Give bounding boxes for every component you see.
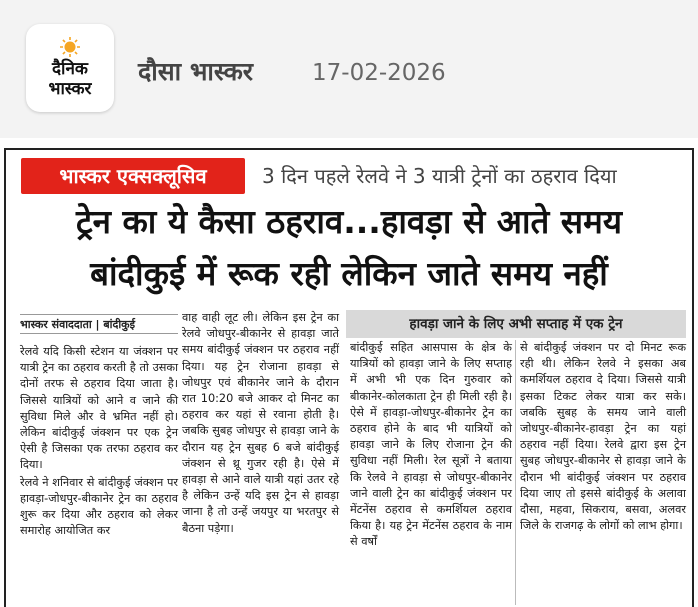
newspaper-clipping	[4, 148, 694, 607]
column-divider	[515, 340, 516, 605]
logo-line-1: दैनिक	[52, 59, 88, 79]
sun-icon	[59, 36, 81, 58]
dainik-bhaskar-logo[interactable]	[26, 24, 114, 112]
app-header	[0, 0, 698, 138]
column-1-paragraph-2: रेलवे ने शनिवार से बांदीकुई जंक्शन पर हावड़ा-जोधपुर-बीकानेर ट्रेन का ठहराव शुरू कर दिया और ठहराव को लेकर समारोह आयोजित कर	[20, 475, 178, 538]
article-column-1	[20, 344, 178, 540]
article-column-2: वाह वाही लूट ली। लेकिन इस ट्रेन का रेलवे जोधपुर-बीकानेर से हावड़ा जाते समय बांदीकुई जंक्शन पर ठहराव नहीं दिया। यह ट्रेन रोजाना हावड़ा से जोधपुर एवं बीकानेर जाने के दौरान रात 10:20 बजे आकर दो मिनट का ठहराव कर यहां से रवाना होती है। जबकि सुबह जोधपुर से हावड़ा जाने के दौरान यह ट्रेन सुबह 6 बजे बांदीकुई जंक्शन से थ्रू गुजर रही है। ऐसे में हावड़ा से आने वाले यात्री यहां उतर रहे है लेकिन उन्हें यदि इस ट्रेन से हावड़ा जाना है तो उन्हें जयपुर या भरतपुर से बैठना पड़ेगा।	[182, 311, 339, 535]
article-column-4: से बांदीकुई जंक्शन पर दो मिनट रूक रही थी। लेकिन रेलवे ने इसका अब कमर्शियल ठहराव दे दिया। जिससे यात्री इसका टिकट लेकर यात्रा कर सके। जबकि सुबह के समय जाने वाली जोधपुर-बीकानेर-हावड़ा ट्रेन का यहां ठहराव नहीं दिया। रेलवे द्वारा इस ट्रेन सुबह जोधपुर-बीकानेर से हावड़ा जाने के दौरान भी बांदीकुई जंक्शन पर ठहराव दिया जाए तो इससे बांदीकुई के अलावा दौसा, महवा, सिकराय, बसवा, अलवर जिले के राजगढ़ के लोगों को लाभ होगा।	[520, 341, 686, 533]
column-1-paragraph-1: रेलवे यदि किसी स्टेशन या जंक्शन पर यात्री ट्रेन का ठहराव करती है तो उसका दोनों तरफ से ठहराव दिया जाता है। जिससे यात्रियों को आने व जाने की सुविधा मिले और वे भ्रमित नहीं हो। लेकिन बांदीकुई जंक्शन पर एक ट्रेन ऐसी है जिसका एक तरफा ठहराव कर दिया।	[20, 345, 178, 472]
box-heading: हावड़ा जाने के लिए अभी सप्ताह में एक ट्रेन	[346, 310, 686, 338]
article-column-3: बांदीकुई सहित आसपास के क्षेत्र के यात्रियों को हावड़ा जाने के लिए सप्ताह में अभी भी एक दिन गुरुवार को बीकानेर-कोलकाता ट्रेन ही मिली रही है। ऐसे में हावड़ा-जोधपुर-बीकानेर ट्रेन का ठहराव होने के बाद भी यात्रियों को हावड़ा जाने के लिए रोजाना ट्रेन की सुविधा नहीं मिली। रेल सूत्रों ने बताया कि रेलवे ने हावड़ा से जोधपुर-बीकानेर जाने वाली ट्रेन का बांदीकुई जंक्शन पर मेंटनेंस ठहराव से कमर्शियल ठहराव किया है। यह ट्रेन मेंटनेंस ठहराव के नाम से वर्षों	[350, 341, 512, 549]
kicker-line: 3 दिन पहले रेलवे ने 3 यात्री ट्रेनों का ठहराव दिया	[262, 164, 617, 188]
headline-line-1: ट्रेन का ये कैसा ठहराव...हावड़ा से आते समय	[76, 202, 622, 241]
headline-line-2: बांदीकुई में रूक रही लेकिन जाते समय नहीं	[90, 254, 608, 293]
byline: भास्कर संवाददाता | बांदीकुई	[20, 314, 178, 334]
edition-title: दौसा भास्कर	[138, 57, 254, 86]
edition-date: 17-02-2026	[312, 60, 446, 86]
exclusive-tag: भास्कर एक्सक्लूसिव	[21, 158, 245, 194]
logo-line-2: भास्कर	[48, 79, 92, 99]
